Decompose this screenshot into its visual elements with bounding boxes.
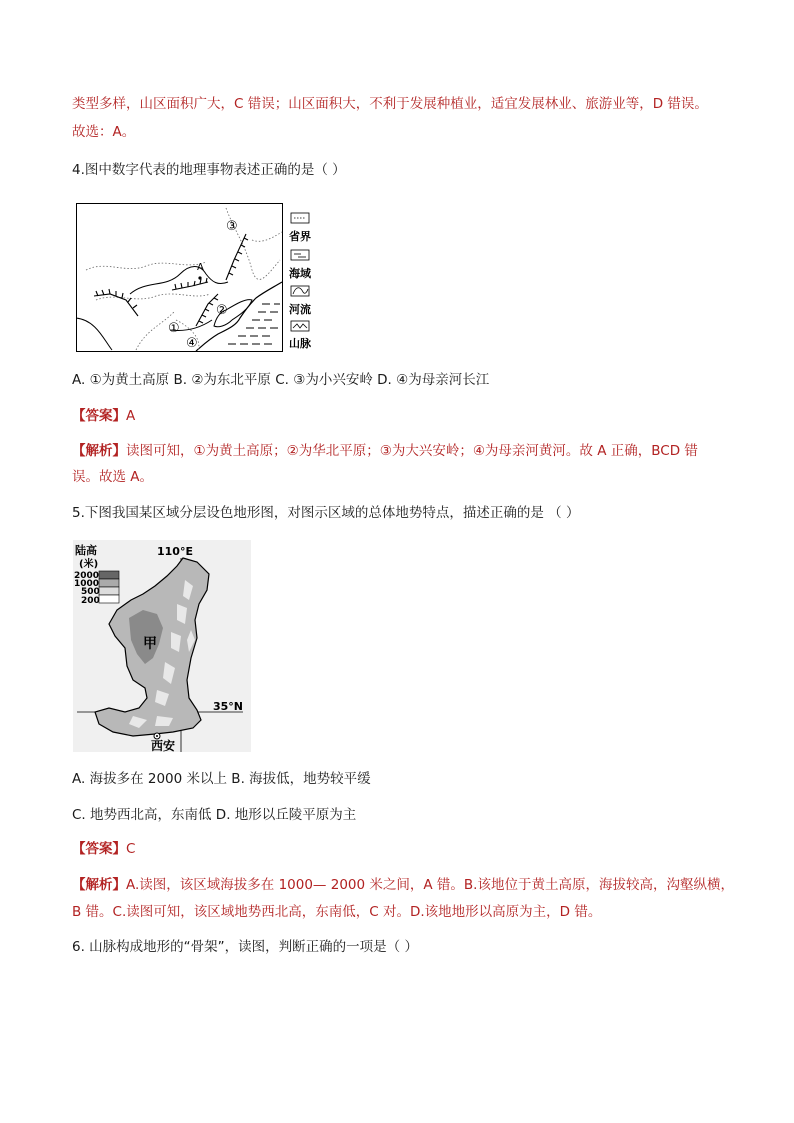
q5-options-cd: C. 地势西北高，东南低 D. 地形以丘陵平原为主: [72, 807, 357, 823]
q4-analysis-tag: 【解析】: [72, 443, 126, 459]
q5-analysis-line1: A.读图，该区域海拔多在 1000— 2000 米之间，A 错。B.该地位于黄土高原，海拔较高，沟壑纵横，: [126, 877, 734, 893]
q5-legend-unit: (米): [79, 559, 99, 570]
q6-stem: 6. 山脉构成地形的“骨架”，读图，判断正确的一项是（ ）: [72, 939, 418, 955]
q4-answer-tag: 【答案】: [72, 408, 126, 424]
q5-meridian-label: 110°E: [157, 545, 193, 558]
legend-sea: 海域: [289, 267, 311, 280]
q4-options: A. ①为黄土高原 B. ②为东北平原 C. ③为小兴安岭 D. ④为母亲河长江: [72, 372, 490, 388]
q5-legend-label-200: 200: [81, 596, 100, 606]
q4-point-a: [198, 276, 201, 279]
q5-legend-2000: [99, 571, 119, 579]
q3-conclusion: 故选：A。: [72, 124, 136, 140]
q5-analysis-tag: 【解析】: [72, 877, 126, 893]
legend-river: 河流: [289, 303, 311, 316]
q5-answer-tag: 【答案】: [72, 841, 126, 857]
q3-analysis-line: 类型多样，山区面积广大，C 错误；山区面积大，不利于发展种植业，适宜发展林业、旅游业等，D 错误。: [72, 96, 708, 112]
q5-legend-label-1000: 1000: [74, 579, 100, 589]
q5-answer-value: C: [126, 841, 136, 857]
q4-analysis-line2: 误。故选 A。: [72, 469, 154, 485]
q5-options-ab: A. 海拔多在 2000 米以上 B. 海拔低，地势较平缓: [72, 771, 371, 787]
q4-label-2: ②: [216, 303, 228, 318]
q4-answer: [72, 406, 135, 426]
q5-city-label: 西安: [151, 739, 176, 752]
q4-label-1: ①: [168, 321, 180, 336]
q5-answer: [72, 839, 135, 859]
q4-map-svg: [76, 200, 340, 356]
q4-answer-value: A: [126, 408, 136, 424]
q4-point-a-label: A: [197, 262, 204, 273]
q4-analysis-part1: 读图可知，①为黄土高原；: [126, 443, 287, 459]
q4-analysis: [72, 441, 698, 461]
q5-legend-label-500: 500: [81, 587, 100, 597]
q5-region-label: 甲: [143, 636, 157, 652]
q4-analysis-part3: 故 A 正确，BCD 错: [579, 443, 698, 459]
legend-mountain: 山脉: [289, 337, 311, 350]
q4-stem: 4.图中数字代表的地理事物表述正确的是（ ）: [72, 162, 346, 178]
q5-parallel-label: 35°N: [213, 700, 244, 713]
q4-analysis-part2: ②为华北平原；③为大兴安岭；④为母亲河黄河。: [286, 443, 580, 459]
q4-map: [76, 200, 340, 360]
q4-label-4: ④: [186, 336, 198, 351]
q5-map-svg: [73, 540, 251, 752]
q5-analysis-line2: B 错。C.读图可知，该区域地势西北高，东南低，C 对。D.该地地形以高原为主，D 错。: [72, 904, 602, 920]
q4-label-3: ③: [226, 219, 238, 234]
q5-legend-1000: [99, 579, 119, 587]
q5-legend-500: [99, 587, 119, 595]
q4-legend: [289, 213, 312, 350]
q5-map: [73, 540, 251, 756]
q5-legend-label-2000: 2000: [74, 571, 100, 581]
q5-legend-title: 陆高: [75, 544, 97, 557]
q5-stem: 5.下图我国某区域分层设色地形图，对图示区域的总体地势特点，描述正确的是 （ ）: [72, 505, 580, 521]
q5-analysis: [72, 875, 734, 895]
q5-legend-200: [99, 595, 119, 603]
legend-province: 省界: [289, 230, 311, 243]
